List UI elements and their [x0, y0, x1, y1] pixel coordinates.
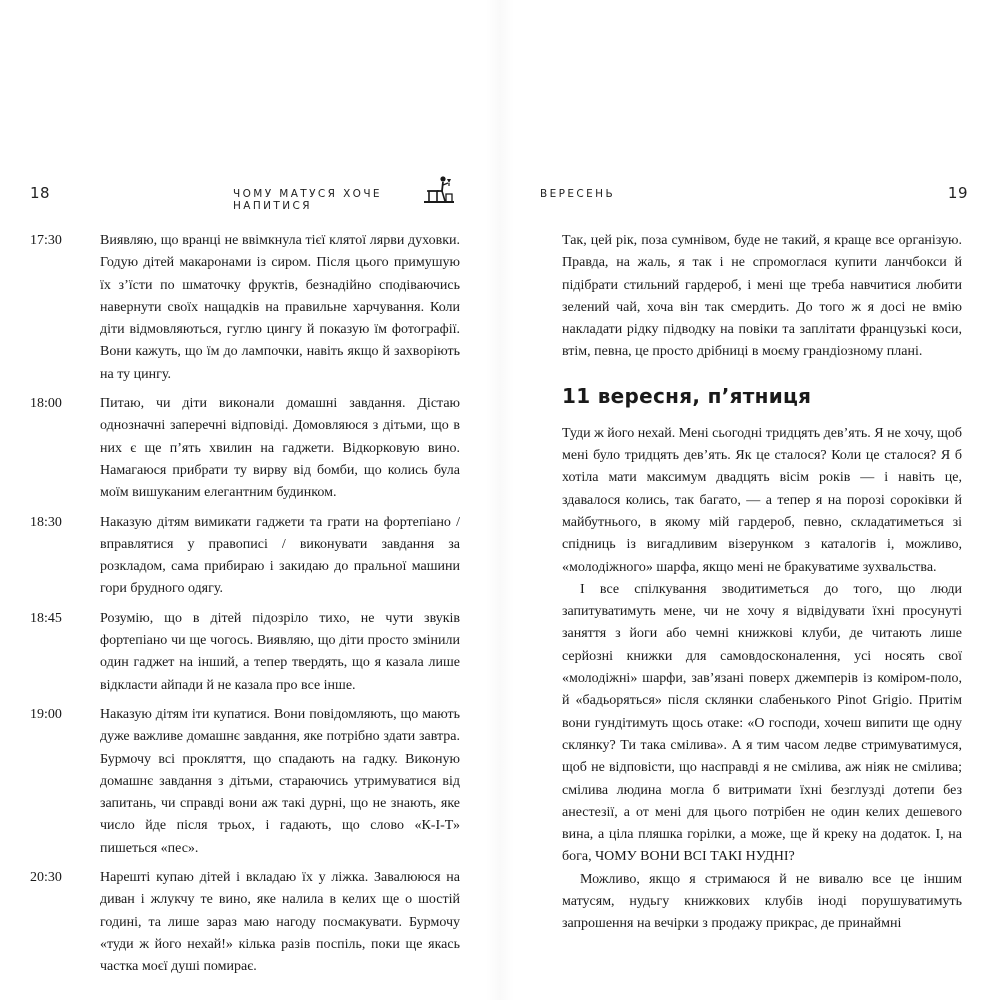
- entry-text: Наказую дітям іти купатися. Вони повідомляють, що мають дуже важливе домашнє завдання, яке потрібно здати завтра. Бурмочу всі прокляття, що спадають на гадку. Виконую домашнє завдання з дітьми, стараючись утримуватися від запитань, чи справді вони аж такі дурні, що не знають, яке число йде після трьох, і гадають, що слово «К-І-Т» пишеться «пес».: [100, 706, 460, 856]
- date-heading: 11 вересня, п’ятниця: [562, 383, 812, 408]
- entry-text: Виявляю, що вранці не ввімкнула тієї клятої лярви духовки. Годую дітей макаронами із сиром. Після цього примушую їх з’їсти по шматочку фруктів, безнадійно сподіваючись навернути своїх нащадків на правильне харчування. Коли діти відмовляються, гуглю цингу й показую їм фотографії. Вони кажуть, що їм до лампочки, навіть якщо й захворіють на ту цингу.: [100, 233, 460, 382]
- mom-with-glass-icon: [423, 174, 455, 204]
- schedule-entries: [30, 230, 460, 986]
- left-page-number: 18: [30, 184, 51, 202]
- entry-time: 19:00: [30, 706, 62, 722]
- schedule-entry: [30, 704, 460, 860]
- body-paragraph: Туди ж його нехай. Мені сьогодні тридцять дев’ять. Я не хочу, щоб мені було тридцять дев’ять. Як це сталося? Коли це сталося? Я б хотіла мати максимум двадцять вісім років — і навіть це, здавалося колись, так багато, — а тепер я на порозі сороківки й майбутнього, в якому мій гардероб, певно, складатиметься зі спідниць із вигадливим візерунком з каталогів і, можливо, «молодіжного» шарфа, якщо мені не бракуватиме зухвальства.: [562, 425, 962, 575]
- right-page-body: [562, 230, 962, 936]
- schedule-entry: [30, 608, 460, 697]
- right-page-header: [538, 180, 968, 210]
- entry-text: Розумію, що в дітей підозріло тихо, не чути звуків фортепіано чи ще чогось. Виявляю, що діти просто змінили один гаджет на інший, а тепер твердять, що я казала лише відкласти айпади й не казала про все інше.: [100, 610, 460, 693]
- book-gutter: [486, 0, 514, 1000]
- schedule-entry: [30, 230, 460, 386]
- entry-time: 18:00: [30, 396, 62, 412]
- entry-time: 17:30: [30, 233, 62, 248]
- entry-time: 18:30: [30, 514, 62, 530]
- body-paragraph: Можливо, якщо я стримаюся й не вивалю все це іншим матусям, нудьгу книжкових клубів іноді порушуватимуть запрошення на вечірки з продажу прикрас, де принаймні: [562, 871, 962, 932]
- intro-paragraph: Так, цей рік, поза сумнівом, буде не такий, я краще все організую. Правда, на жаль, я так і не спромоглася купити ланчбокси й підібрати стильний гардероб, і мені ще треба навчитися любити зелений чай, хоча він так смердить. До того ж я досі не вмію накладати рідку підводку на повіки та заплітати французькі коси, втім, певна, це просто дрібниці в моєму грандіозному плані.: [562, 233, 962, 360]
- right-page-number: 19: [947, 184, 968, 202]
- entry-time: 20:30: [30, 870, 62, 886]
- schedule-entry: [30, 867, 460, 978]
- entry-text: Питаю, чи діти виконали домашні завдання. Дістаю однозначні заперечні відповіді. Домовляюся з дітьми, що в них є ще п’ять хвилин на гаджети. Відкорковую вино. Намагаюся прибрати ту вирву від бомби, що колись була моїм вишуканим елегантним будинком.: [100, 396, 460, 501]
- entry-text: Нарешті купаю дітей і вкладаю їх у ліжка. Завалююся на диван і жлукчу те вино, яке налила в келих ще о шостій годині, та лише зараз маю нагоду посмакувати. Бурмочу «туди ж його нехай!» кілька разів поспіль, поки ще якась частка моєї душі помирає.: [100, 870, 460, 975]
- right-running-title: ВЕРЕСЕНЬ: [540, 188, 616, 200]
- schedule-entry: [30, 512, 460, 601]
- left-running-title: ЧОМУ МАТУСЯ ХОЧЕ НАПИТИСЯ: [233, 188, 382, 212]
- entry-text: Наказую дітям вимикати гаджети та грати на фортепіано / вправлятися у правописі / виконувати завдання за розкладом, сама прибираю і закидаю до пральної машини гори брудного одягу.: [100, 514, 460, 597]
- entry-time: 18:45: [30, 610, 62, 626]
- schedule-entry: [30, 393, 460, 504]
- left-page-header: [28, 180, 460, 210]
- body-paragraph: І все спілкування зводитиметься до того, що люди запитуватимуть мене, чи не хочу я відвідувати їхні просунуті заняття з йоги або чемні книжкові клуби, де читають лише серйозні книжки для самовдосконалення, усі носять свої «молодіжні» шарфи, зав’язані поверх джемперів із коміром-поло, й «бадьоряться» після склянки слабенького Pinot Grigio. Притім вони гундітимуть щось отаке: «О господи, хочеш випити ще одну склянку? Ти така смілива». А я тим часом ледве стримуватимуся, щоб не відповісти, що насправді я не смілива, аж ніяк не смілива; смілива людина могла б витримати їхні безглузді дотепи без анестезії, а от мені для цього потрібен не один келих дешевого вина, а ціла пляшка горілки, а може, ще й крекy на додаток. І, на бога, ЧОМУ ВОНИ ВСІ ТАКІ НУДНІ?: [562, 581, 962, 865]
